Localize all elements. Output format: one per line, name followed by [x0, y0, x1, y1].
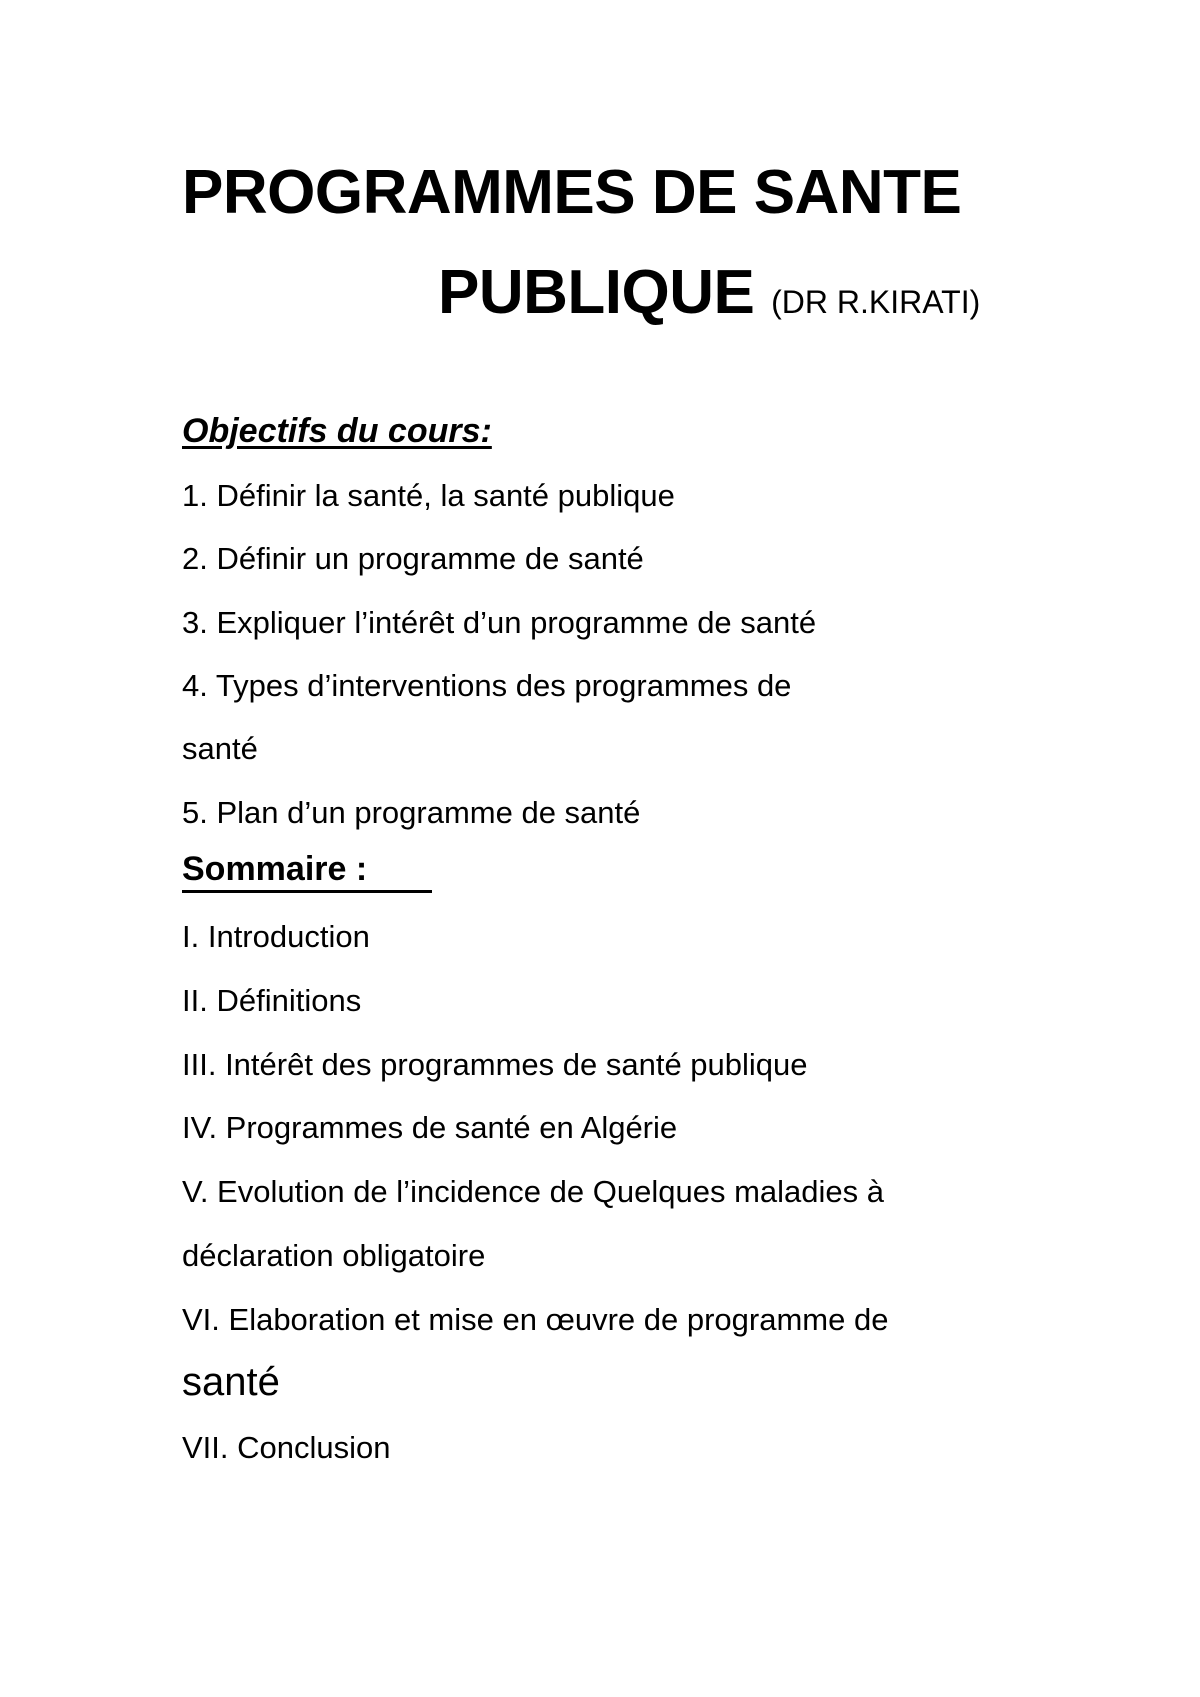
summary-heading: Sommaire : [182, 852, 432, 893]
title-line-2 [438, 258, 981, 327]
objective-item-4: 4. Types d’interventions des programmes de [182, 668, 792, 703]
title-publique: PUBLIQUE [438, 258, 755, 327]
objective-item-5: 5. Plan d’un programme de santé [182, 795, 641, 830]
summary-item-6-continued: santé [182, 1360, 280, 1404]
summary-item-2: II. Définitions [182, 983, 362, 1018]
objective-item-2: 2. Définir un programme de santé [182, 541, 644, 576]
objectives-heading: Objectifs du cours: [182, 412, 492, 450]
objective-item-1: 1. Définir la santé, la santé publique [182, 478, 675, 513]
summary-item-6: VI. Elaboration et mise en œuvre de programme de [182, 1302, 889, 1337]
objective-item-3: 3. Expliquer l’intérêt d’un programme de santé [182, 605, 817, 640]
summary-item-5: V. Evolution de l’incidence de Quelques maladies à [182, 1174, 884, 1209]
author-name: (DR R.KIRATI) [771, 284, 981, 320]
summary-item-3: III. Intérêt des programmes de santé publique [182, 1047, 808, 1082]
title-line-1: PROGRAMMES DE SANTE [182, 158, 962, 227]
summary-item-1: I. Introduction [182, 919, 370, 954]
summary-item-7: VII. Conclusion [182, 1430, 391, 1465]
summary-item-4: IV. Programmes de santé en Algérie [182, 1110, 678, 1145]
summary-item-5-continued: déclaration obligatoire [182, 1238, 486, 1273]
objective-item-4-continued: santé [182, 731, 258, 766]
